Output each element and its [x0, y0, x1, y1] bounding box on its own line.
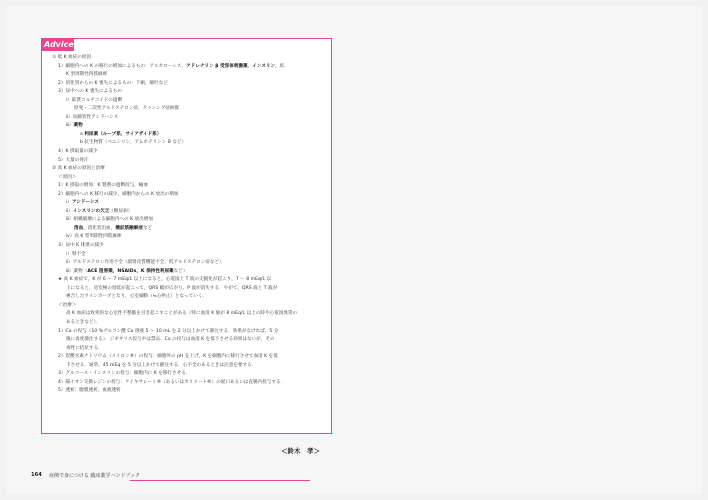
text-segment: 1）Ca の投与（10 %グルコン酸 Ca 溶液 5 ～ 10 mL を 2 分以上かけて静注する．効果がなければ，5 分 [58, 328, 279, 334]
text-segment: ，消化管出血， [83, 225, 116, 231]
text-segment: ⅳ）高 K 型周期性四肢麻痺 [66, 234, 122, 240]
text-segment: 毒性に拮抗する． [66, 345, 103, 351]
content-line [52, 319, 324, 328]
content-line [52, 182, 324, 191]
content-line [52, 148, 324, 157]
text-segment: ⅰ） [66, 200, 72, 206]
content-line [52, 310, 324, 319]
text-segment: K 型周期性四肢麻痺 [66, 72, 108, 78]
author-credit: ＜鈴木 孝＞ [281, 447, 320, 455]
text-segment: ⅱ） [66, 208, 73, 214]
advice-content [52, 54, 324, 396]
content-line [52, 174, 324, 183]
content-line [52, 71, 324, 80]
text-segment: 高 K 血症は致死的な心室性不整脈を引き起こすことがある（特に血清 K 値が 8 mEq/L 以上の時や心電図異常の [66, 311, 298, 317]
bold-text: アシドーシス [71, 200, 100, 206]
bold-text: インスリン [252, 63, 276, 69]
advice-label: Advice [41, 38, 74, 51]
bold-text: 利尿薬（ループ系，サイアザイド系） [84, 131, 162, 137]
text-segment: など [142, 225, 153, 231]
content-line [52, 328, 324, 337]
text-segment: 3）尿中への K 喪失によるもの [58, 89, 122, 95]
text-segment: ⅲ）薬物（ [66, 268, 88, 274]
text-segment: 4）陽イオン交換レジンの投与：ケイキサレート®（あるいはカリメート®）の経口あるいは直腸内投与する． [58, 379, 286, 385]
text-segment: 上になると，房室極の遅延が起こって，QRS 幅が広がり，P 波が消失する．やがて，QRS 波と T 波が [66, 285, 278, 291]
content-line [52, 259, 324, 268]
content-line [52, 157, 324, 166]
content-line [52, 216, 324, 225]
content-line [52, 199, 324, 208]
text-segment: 2）消化管からの K 喪失によるもの：下痢，嘔吐など [58, 80, 168, 86]
bold-text: インスリンの欠乏 [72, 208, 110, 214]
text-segment: ② 高 K 血症の原因と治療 [52, 166, 105, 172]
bold-text: 溶血 [74, 225, 84, 231]
content-line [52, 97, 324, 106]
content-line [52, 353, 324, 362]
content-line [52, 233, 324, 242]
text-segment: （糖尿病） [109, 208, 133, 214]
text-segment: ⅱ）アルドステロン作用不全（副腎皮質機能不全，低アルドステロン症など） [66, 260, 224, 266]
content-line [52, 242, 324, 251]
content-line [52, 370, 324, 379]
page-number: 164 [31, 472, 42, 478]
text-segment: a [80, 131, 85, 137]
bold-text: ACE 阻害薬，NSAIDs，K 保持性利尿薬 [87, 268, 174, 274]
text-segment: ⅲ）組織破壊による細胞内への K 放出増加 [66, 217, 153, 223]
content-line [52, 165, 324, 174]
text-segment: 2）細胞内への K 移行の減少，細胞内からの K 放出の増加 [58, 191, 179, 197]
book-title: 症例で身につける 臨床薬学ハンドブック [49, 473, 140, 479]
content-line [52, 268, 324, 277]
text-segment: 2）炭酸水素ナトリウム（メイロン®）の投与：細胞外の pH を上げ，K を細胞内に移行させて血清 K を低 [58, 354, 278, 360]
content-line [52, 88, 324, 97]
text-segment: 複合したサインカーブとなり，心室細動（≒心停止）となっていく． [66, 294, 208, 300]
text-segment: ⅰ）腎不全 [66, 251, 86, 257]
text-segment: ， [247, 63, 253, 69]
footer-rule [130, 480, 310, 481]
text-segment: 1）細胞内への K の移行の増加によるもの：アルカローシス， [58, 63, 187, 69]
bold-text: アドレナリン β 受容体刺激薬 [186, 63, 248, 69]
content-line [52, 80, 324, 89]
content-line [52, 336, 324, 345]
content-line [52, 63, 324, 72]
text-segment: 1）K 摂取の増加：K 製剤の過剰投与，輸血 [58, 183, 148, 189]
content-line [52, 345, 324, 354]
text-segment: 3）グルコース・インスリンの投与：細胞内に K を移行させる． [58, 371, 191, 377]
text-segment: 4）K 摂取量の減少 [58, 149, 98, 155]
content-line [52, 105, 324, 114]
content-line [52, 362, 324, 371]
text-segment: ⅱ）尿細管性アシドーシス [66, 114, 119, 120]
content-line [52, 208, 324, 217]
text-segment: など） [173, 268, 188, 274]
text-segment: 原発・二次性アルドステロン症，クッシング症候群 [74, 106, 180, 112]
content-line [52, 276, 324, 285]
text-segment: ⅰ）鉱質コルチコイドの過剰 [66, 97, 123, 103]
content-line [52, 131, 324, 140]
text-segment: ① 低 K 血症の原因 [52, 55, 92, 60]
content-line [52, 54, 324, 63]
text-segment: 5）透析：腹膜透析，血液透析 [58, 388, 121, 394]
content-line [52, 122, 324, 131]
bold-text: 薬物 [73, 123, 83, 129]
text-segment: 下させる．通常，45 mEq を 5 分以上かけて静注する．心不全のあるときは注意を要する． [66, 362, 257, 368]
content-line [52, 285, 324, 294]
content-line [52, 225, 324, 234]
content-line [52, 114, 324, 123]
content-line [52, 191, 324, 200]
content-line [52, 293, 324, 302]
text-segment: b 抗生物質（ペニシリン，アムホテリシン B など） [80, 140, 187, 146]
text-segment: ，低 [275, 63, 285, 69]
text-segment: 3）尿中 K 排泄の減少 [58, 243, 104, 249]
bold-text: 横紋筋融解症 [115, 225, 143, 231]
content-line [52, 139, 324, 148]
content-line [52, 251, 324, 260]
text-segment: ＜原因＞ [58, 174, 77, 180]
text-segment: 5）大量の発汗 [58, 157, 89, 163]
text-segment: 後に再度静注する）．ジギタリス投与中は禁忌．Ca の投与は血清 K を低下させる効果はないが，その [66, 337, 275, 343]
content-line [52, 379, 324, 388]
text-segment: ⅲ） [66, 123, 74, 129]
content-line [52, 302, 324, 311]
text-segment: ＜治療＞ [58, 302, 77, 308]
text-segment: ★ 高 K 血症で，K が 6 ～ 7 mEq/L 以上になると，心電図上 T 波の尖鋭化が起こり，7 ～ 8 mEq/L 以 [58, 277, 272, 283]
content-line [52, 387, 324, 396]
text-segment: あるときなど）． [66, 319, 101, 325]
